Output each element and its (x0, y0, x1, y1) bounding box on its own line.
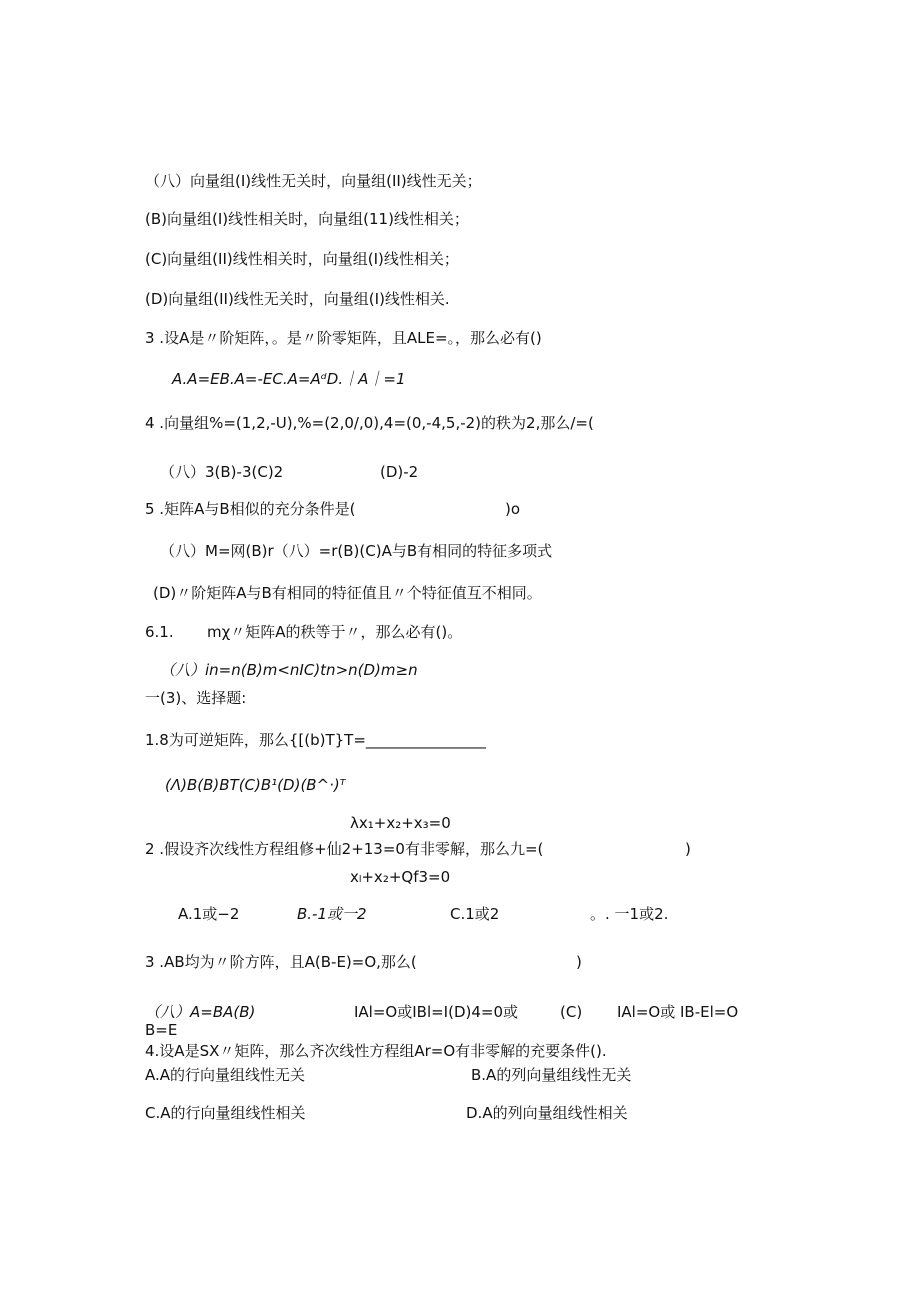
question-3b-option-c: IAl=O或 IB-El=O (617, 1003, 739, 1021)
question-2-text: 2 .假设齐次线性方程组修+仙2+13=0有非零解，那么九=( (145, 840, 544, 858)
question-5-option-d: (D)〃阶矩阵A与B有相同的特征值且〃个特征值互不相同。 (153, 584, 542, 602)
question-5-options: （八）M=网(B)r（八）=r(B)(C)A与B有相同的特征多项式 (160, 542, 553, 560)
question-1-options: (Λ)B(B)BT(C)B¹(D)(B^·)ᵀ (165, 776, 346, 794)
option-b-line: (B)向量组(I)线性相关时，向量组(11)线性相关； (145, 210, 469, 228)
question-6-options: （八）in=n(B)m<nIC)tn>n(D)m≥n (160, 661, 418, 679)
question-2-option-c: C.1或2 (450, 905, 500, 923)
question-4-text: 4 .向量组%=(1,2,-U),%=(2,0/,0),4=(0,-4,5,-2)的秩为2,那么/=( (145, 414, 594, 432)
question-3b-paren-close: ) (576, 953, 582, 971)
equation-row-1: λx₁+x₂+x₃=0 (350, 814, 451, 832)
question-4b-option-b: B.A的列向量组线性无关 (471, 1066, 632, 1084)
question-4b-text: 4.设A是SX〃矩阵，那么齐次线性方程组Ar=O有非零解的充要条件(). (145, 1042, 607, 1060)
question-3b-option-b: IAl=O或IBl=I(D)4=0或 (354, 1003, 519, 1021)
question-2-option-a: A.1或−2 (178, 905, 240, 923)
question-3b-option-c-label: (C) (560, 1003, 583, 1021)
question-3-options: A.A=EB.A=-EC.A=AᵈD.｜A｜=1 (172, 370, 406, 388)
question-6-number: 6.1. (145, 623, 174, 641)
question-2-paren-close: ) (685, 840, 691, 858)
question-2-option-b: B.-1或一2 (297, 905, 367, 923)
question-5-paren-close: )o (505, 500, 521, 518)
question-3b-continuation: B=E (145, 1021, 178, 1039)
question-4-options: （八）3(B)-3(C)2 (160, 463, 284, 481)
equation-row-3: xₗ+x₂+Qf3=0 (350, 868, 451, 886)
option-c-line: (C)向量组(II)线性相关时，向量组(I)线性相关； (145, 250, 459, 268)
section-heading: 一(3)、选择题: (145, 689, 247, 707)
question-6-text: mχ〃矩阵A的秩等于〃，那么必有()。 (207, 623, 463, 641)
question-3b-option-a: （八）A=BA(B) (145, 1003, 256, 1021)
question-4-option-d: (D)-2 (380, 463, 419, 481)
question-4b-option-c: C.A的行向量组线性相关 (145, 1104, 306, 1122)
option-a-line: （八）向量组(I)线性无关时，向量组(II)线性无关； (145, 172, 482, 190)
question-4b-option-d: D.A的列向量组线性相关 (466, 1104, 628, 1122)
question-2-option-d: 。. 一1或2. (590, 905, 669, 923)
question-5-text: 5 .矩阵A与B相似的充分条件是( (145, 500, 356, 518)
question-3-text: 3 .设A是〃阶矩阵，。是〃阶零矩阵，且ALE=。，那么必有() (145, 329, 542, 347)
question-3b-text: 3 .AB均为〃阶方阵，且A(B-E)=O,那么( (145, 953, 417, 971)
question-4b-option-a: A.A的行向量组线性无关 (145, 1066, 306, 1084)
option-d-line: (D)向量组(II)线性无关时，向量组(I)线性相关. (145, 290, 450, 308)
question-1-text: 1.8为可逆矩阵，那么{[(b)T}T=________________ (145, 731, 486, 749)
